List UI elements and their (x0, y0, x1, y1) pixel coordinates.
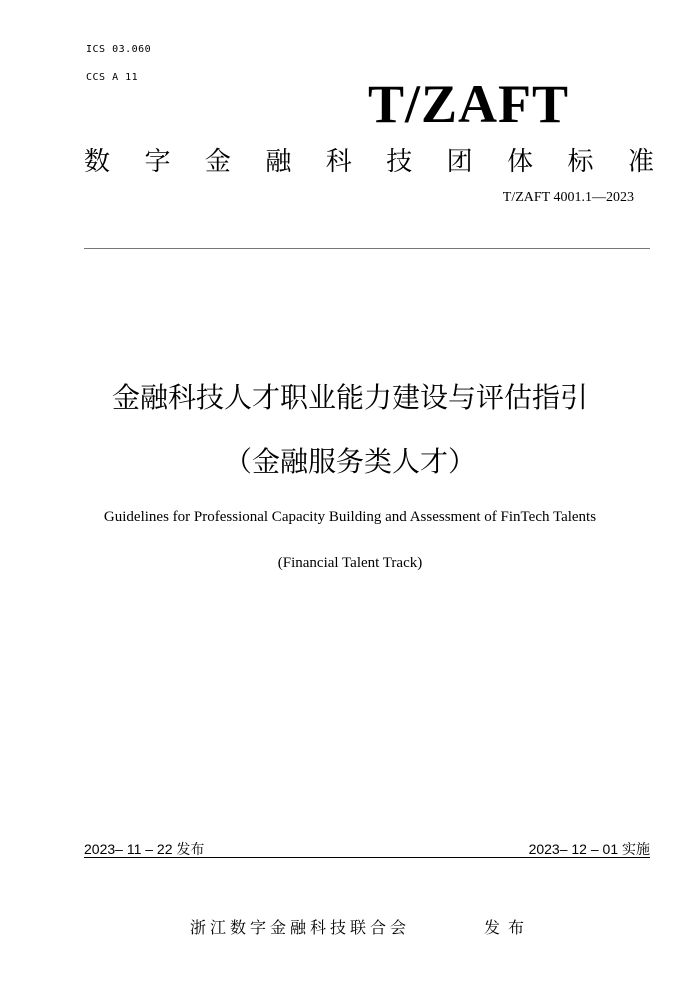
standard-number: T/ZAFT 4001.1—2023 (502, 190, 634, 205)
publish-label: 发布 (484, 918, 533, 937)
implementation-date: 2023– 12 – 01 实施 (528, 841, 650, 857)
document-subtitle-en: (Financial Talent Track) (277, 555, 423, 571)
standard-type: 数字金融科技团体标准 (84, 147, 654, 177)
issue-date: 2023– 11 – 22 发布 (84, 841, 205, 857)
ccs-code: CCS A 11 (86, 72, 139, 83)
document-title-zh: 金融科技人才职业能力建设与评估指引 (111, 381, 588, 414)
publisher-name: 浙江数字金融科技联合会 (190, 918, 411, 937)
document-title-en: Guidelines for Professional Capacity Building and Assessment of FinTech Talents (103, 509, 597, 525)
ics-code: ICS 03.060 (86, 44, 152, 55)
standard-logo: T/ZAFT (368, 74, 570, 134)
date-divider (84, 857, 650, 858)
header-divider (84, 248, 650, 249)
document-subtitle-zh: （金融服务类人才） (223, 445, 476, 478)
